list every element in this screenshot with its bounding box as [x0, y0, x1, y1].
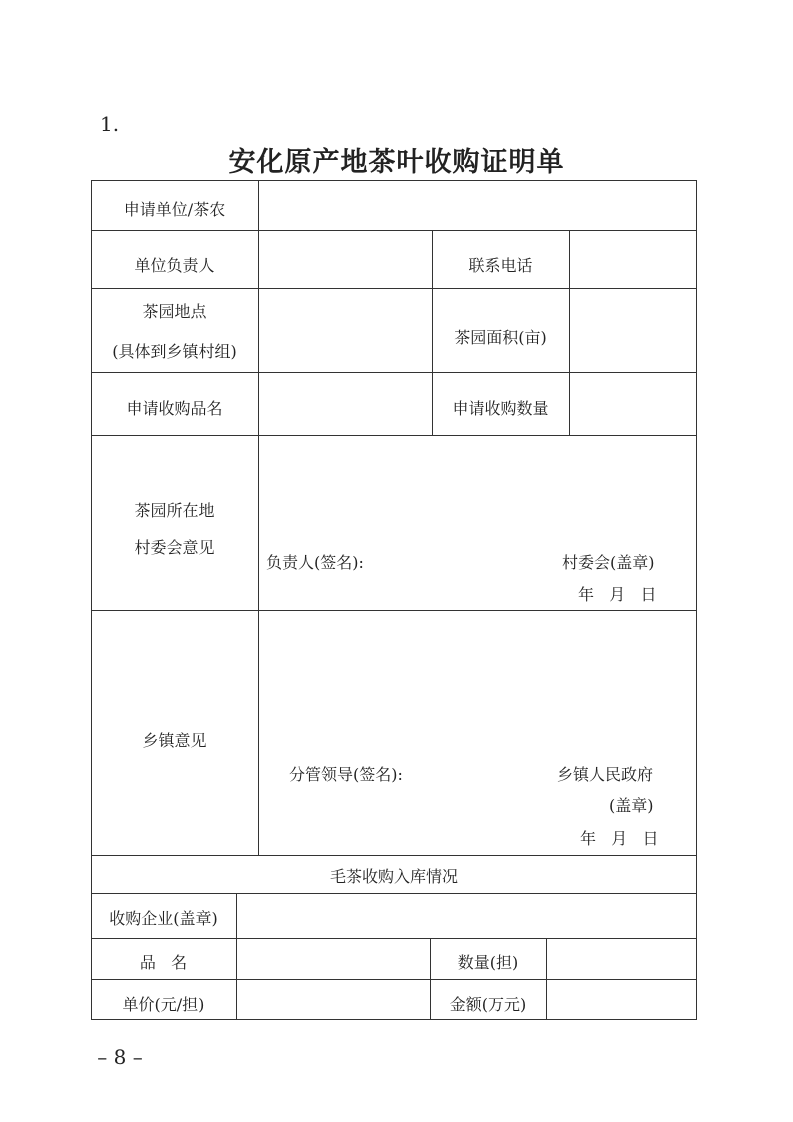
- garden-location-sublabel: (具体到乡镇村组): [112, 342, 237, 361]
- row-divider: [91, 893, 697, 894]
- column-divider: [236, 893, 237, 1020]
- row-divider: [91, 230, 697, 231]
- page-number: – 8 –: [97, 1045, 143, 1069]
- product-name-label: 申请收购品名: [126, 399, 223, 418]
- village-stamp-label: 村委会(盖章): [562, 553, 655, 572]
- requested-quantity-label: 申请收购数量: [452, 399, 549, 418]
- column-divider: [569, 230, 570, 435]
- quantity-label: 数量(担): [457, 953, 519, 972]
- row-divider: [91, 979, 697, 980]
- row-divider: [91, 610, 697, 611]
- village-date: 年 月 日: [578, 585, 657, 604]
- unit-price-label: 单价(元/担): [122, 995, 205, 1014]
- township-stamp-label: (盖章): [609, 796, 654, 815]
- row-divider: [91, 372, 697, 373]
- applicant-label: 申请单位/茶农: [123, 200, 226, 219]
- phone-label: 联系电话: [468, 256, 533, 275]
- row-divider: [91, 855, 697, 856]
- garden-area-label: 茶园面积(亩): [454, 328, 547, 347]
- section-number: 1.: [100, 112, 120, 136]
- row-divider: [91, 938, 697, 939]
- township-opinion-label: 乡镇意见: [142, 731, 207, 750]
- product-label: 品 名: [139, 953, 188, 972]
- township-date: 年 月 日: [580, 829, 659, 848]
- village-opinion-label: 茶园所在地: [134, 501, 215, 520]
- row-divider: [91, 288, 697, 289]
- amount-label: 金额(万元): [449, 995, 527, 1014]
- village-signer-label: 负责人(签名):: [266, 553, 364, 572]
- township-signer-label: 分管领导(签名):: [289, 765, 403, 784]
- warehouse-section-title: 毛茶收购入库情况: [329, 867, 458, 886]
- column-divider: [546, 938, 547, 1020]
- unit-head-label: 单位负责人: [134, 256, 215, 275]
- garden-location-label: 茶园地点: [142, 302, 207, 321]
- purchaser-label: 收购企业(盖章): [109, 909, 218, 928]
- document-title: 安化原产地茶叶收购证明单: [228, 147, 565, 178]
- row-divider: [91, 435, 697, 436]
- township-government-label: 乡镇人民政府: [557, 765, 654, 784]
- village-opinion-sublabel: 村委会意见: [134, 538, 215, 557]
- column-divider: [258, 180, 259, 855]
